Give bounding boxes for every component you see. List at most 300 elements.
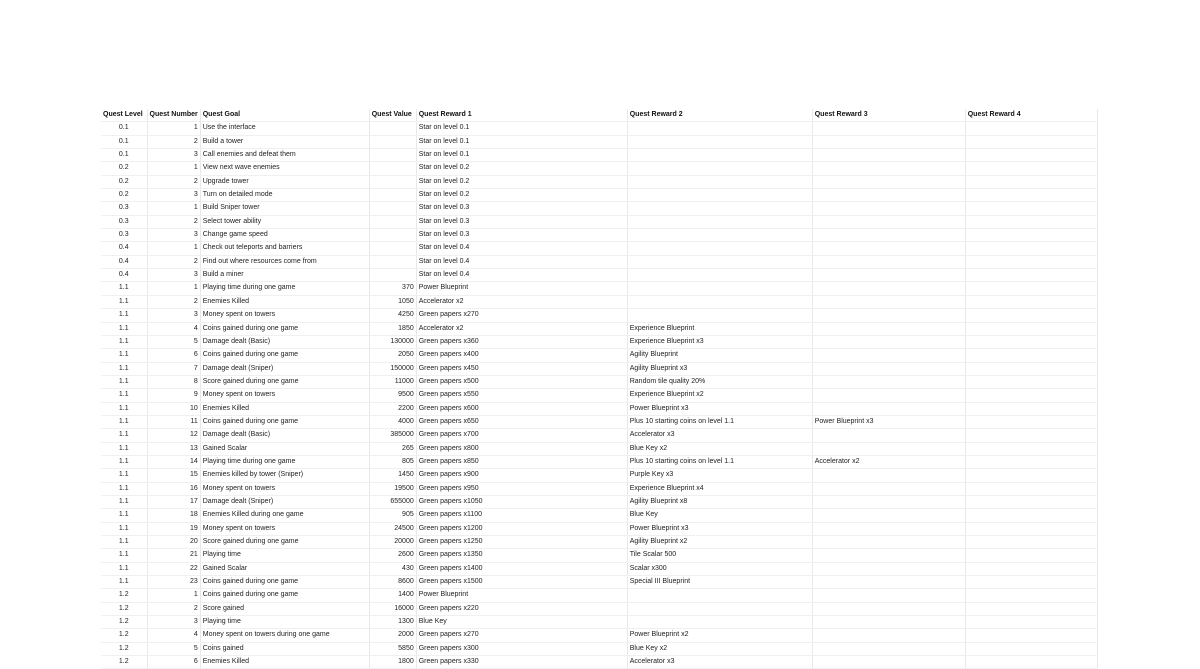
quest-reward-2-cell: [627, 282, 812, 295]
table-row: [101, 349, 1097, 362]
table-row: [101, 616, 1097, 629]
quest-reward-2-cell: Power Blueprint x3: [627, 402, 812, 415]
quest-reward-3-cell: [812, 589, 965, 602]
quest-reward-2-cell: Experience Blueprint: [627, 322, 812, 335]
quest-number-cell: 14: [147, 455, 200, 468]
quest-reward-3-cell: [812, 255, 965, 268]
quest-reward-2-cell: Agility Blueprint x3: [627, 362, 812, 375]
quest-reward-2-cell: [627, 255, 812, 268]
quest-reward-2-cell: Special III Blueprint: [627, 576, 812, 589]
quest-reward-4-cell: [965, 149, 1097, 162]
quest-reward-1-cell: Green papers x700: [416, 429, 627, 442]
quest-reward-3-cell: [812, 269, 965, 282]
quest-reward-4-cell: [965, 309, 1097, 322]
quest-number-cell: 2: [147, 175, 200, 188]
quest-number-cell: 3: [147, 229, 200, 242]
header-quest-level: Quest Level: [101, 109, 147, 122]
quest-reward-1-cell: Green papers x400: [416, 349, 627, 362]
quest-value-cell: 1850: [369, 322, 416, 335]
quest-reward-3-cell: [812, 135, 965, 148]
quest-level-cell: 1.1: [101, 482, 147, 495]
quest-reward-2-cell: Random tile quality 20%: [627, 375, 812, 388]
quest-reward-2-cell: Plus 10 starting coins on level 1.1: [627, 415, 812, 428]
quest-value-cell: [369, 162, 416, 175]
table-row: [101, 482, 1097, 495]
quest-goal-cell: Gained Scalar: [200, 562, 369, 575]
table-row: [101, 269, 1097, 282]
quest-goal-cell: Call enemies and defeat them: [200, 149, 369, 162]
quest-reward-1-cell: Star on level 0.4: [416, 255, 627, 268]
table-row: [101, 629, 1097, 642]
quest-reward-2-cell: Power Blueprint x3: [627, 522, 812, 535]
quest-goal-cell: Coins gained during one game: [200, 589, 369, 602]
quest-reward-3-cell: [812, 509, 965, 522]
quest-value-cell: 265: [369, 442, 416, 455]
quest-reward-1-cell: Star on level 0.4: [416, 269, 627, 282]
quest-goal-cell: Build Sniper tower: [200, 202, 369, 215]
table-row: [101, 389, 1097, 402]
quest-reward-1-cell: Green papers x1500: [416, 576, 627, 589]
quest-reward-4-cell: [965, 335, 1097, 348]
quest-goal-cell: Money spent on towers: [200, 389, 369, 402]
quest-number-cell: 12: [147, 429, 200, 442]
quest-goal-cell: Coins gained during one game: [200, 415, 369, 428]
table-row: [101, 242, 1097, 255]
quest-reward-1-cell: Green papers x330: [416, 656, 627, 669]
quest-reward-1-cell: Green papers x270: [416, 309, 627, 322]
quest-reward-1-cell: Blue Key: [416, 616, 627, 629]
quest-reward-4-cell: [965, 415, 1097, 428]
quest-level-cell: 0.1: [101, 149, 147, 162]
quest-level-cell: 1.1: [101, 375, 147, 388]
quest-reward-2-cell: [627, 242, 812, 255]
quest-reward-1-cell: Accelerator x2: [416, 322, 627, 335]
table-row: [101, 309, 1097, 322]
quest-goal-cell: Damage dealt (Basic): [200, 335, 369, 348]
quest-reward-1-cell: Star on level 0.3: [416, 229, 627, 242]
table-row: [101, 522, 1097, 535]
quest-number-cell: 11: [147, 415, 200, 428]
quest-goal-cell: Coins gained during one game: [200, 349, 369, 362]
quest-reward-4-cell: [965, 482, 1097, 495]
quest-goal-cell: Playing time during one game: [200, 282, 369, 295]
quest-reward-3-cell: [812, 322, 965, 335]
quest-number-cell: 3: [147, 149, 200, 162]
header-quest-value: Quest Value: [369, 109, 416, 122]
table-row: [101, 255, 1097, 268]
quest-reward-4-cell: [965, 349, 1097, 362]
quest-value-cell: 1450: [369, 469, 416, 482]
quest-reward-1-cell: Green papers x1400: [416, 562, 627, 575]
quest-value-cell: 1400: [369, 589, 416, 602]
quest-reward-4-cell: [965, 215, 1097, 228]
table-row: [101, 455, 1097, 468]
quest-reward-4-cell: [965, 229, 1097, 242]
quest-level-cell: 1.1: [101, 576, 147, 589]
quest-level-cell: 1.1: [101, 562, 147, 575]
quest-reward-3-cell: [812, 175, 965, 188]
quest-reward-4-cell: [965, 576, 1097, 589]
quest-value-cell: 16000: [369, 602, 416, 615]
table-row: [101, 282, 1097, 295]
quest-reward-2-cell: Tile Scalar 500: [627, 549, 812, 562]
table-row: [101, 415, 1097, 428]
table-row: [101, 149, 1097, 162]
quest-reward-1-cell: Green papers x300: [416, 642, 627, 655]
quest-number-cell: 7: [147, 362, 200, 375]
quest-number-cell: 3: [147, 269, 200, 282]
quest-reward-2-cell: [627, 202, 812, 215]
quest-goal-cell: Gained Scalar: [200, 442, 369, 455]
quest-level-cell: 1.1: [101, 295, 147, 308]
quest-reward-3-cell: [812, 162, 965, 175]
quest-level-cell: 1.2: [101, 616, 147, 629]
table-row: [101, 602, 1097, 615]
quest-spreadsheet: [101, 109, 1098, 669]
quest-reward-2-cell: Accelerator x3: [627, 429, 812, 442]
quest-level-cell: 1.1: [101, 495, 147, 508]
table-row: [101, 375, 1097, 388]
table-row: [101, 495, 1097, 508]
quest-value-cell: 2600: [369, 549, 416, 562]
quest-reward-2-cell: [627, 215, 812, 228]
quest-reward-1-cell: Star on level 0.1: [416, 122, 627, 135]
table-row: [101, 536, 1097, 549]
quest-goal-cell: Money spent on towers: [200, 522, 369, 535]
quest-level-cell: 0.2: [101, 189, 147, 202]
quest-reward-3-cell: [812, 536, 965, 549]
quest-reward-3-cell: [812, 149, 965, 162]
quest-level-cell: 1.1: [101, 442, 147, 455]
quest-goal-cell: Damage dealt (Sniper): [200, 362, 369, 375]
quest-value-cell: 905: [369, 509, 416, 522]
quest-reward-2-cell: Agility Blueprint x2: [627, 536, 812, 549]
quest-goal-cell: Turn on detailed mode: [200, 189, 369, 202]
quest-value-cell: 1800: [369, 656, 416, 669]
quest-value-cell: 805: [369, 455, 416, 468]
quest-value-cell: 9500: [369, 389, 416, 402]
quest-reward-3-cell: [812, 642, 965, 655]
table-row: [101, 122, 1097, 135]
quest-reward-3-cell: [812, 442, 965, 455]
quest-reward-2-cell: Power Blueprint x2: [627, 629, 812, 642]
table-row: [101, 322, 1097, 335]
quest-reward-4-cell: [965, 362, 1097, 375]
quest-number-cell: 8: [147, 375, 200, 388]
quest-reward-4-cell: [965, 602, 1097, 615]
quest-number-cell: 16: [147, 482, 200, 495]
quest-level-cell: 1.1: [101, 429, 147, 442]
quest-reward-4-cell: [965, 629, 1097, 642]
quest-value-cell: 385000: [369, 429, 416, 442]
quest-number-cell: 1: [147, 122, 200, 135]
quest-level-cell: 1.1: [101, 469, 147, 482]
quest-reward-1-cell: Star on level 0.2: [416, 162, 627, 175]
quest-reward-3-cell: [812, 429, 965, 442]
quest-number-cell: 21: [147, 549, 200, 562]
quest-number-cell: 2: [147, 602, 200, 615]
quest-reward-3-cell: [812, 202, 965, 215]
quest-value-cell: [369, 175, 416, 188]
table-row: [101, 295, 1097, 308]
quest-reward-4-cell: [965, 295, 1097, 308]
quest-reward-4-cell: [965, 642, 1097, 655]
table-row: [101, 509, 1097, 522]
quest-reward-3-cell: [812, 189, 965, 202]
table-row: [101, 429, 1097, 442]
quest-number-cell: 1: [147, 589, 200, 602]
quest-reward-2-cell: [627, 122, 812, 135]
quest-reward-1-cell: Green papers x450: [416, 362, 627, 375]
quest-number-cell: 2: [147, 135, 200, 148]
quest-value-cell: 4000: [369, 415, 416, 428]
quest-level-cell: 0.3: [101, 229, 147, 242]
quest-goal-cell: Money spent on towers during one game: [200, 629, 369, 642]
quest-reward-2-cell: Experience Blueprint x2: [627, 389, 812, 402]
quest-goal-cell: Find out where resources come from: [200, 255, 369, 268]
quest-level-cell: 1.1: [101, 522, 147, 535]
table-row: [101, 576, 1097, 589]
quest-reward-2-cell: Blue Key: [627, 509, 812, 522]
table-row: [101, 362, 1097, 375]
quest-level-cell: 1.1: [101, 509, 147, 522]
quest-goal-cell: Damage dealt (Sniper): [200, 495, 369, 508]
quest-reward-3-cell: [812, 295, 965, 308]
quest-reward-4-cell: [965, 522, 1097, 535]
quest-goal-cell: Enemies Killed during one game: [200, 509, 369, 522]
quest-reward-2-cell: Experience Blueprint x3: [627, 335, 812, 348]
quest-reward-4-cell: [965, 469, 1097, 482]
quest-number-cell: 2: [147, 255, 200, 268]
quest-reward-3-cell: [812, 362, 965, 375]
quest-reward-1-cell: Green papers x800: [416, 442, 627, 455]
quest-level-cell: 1.1: [101, 536, 147, 549]
quest-reward-4-cell: [965, 495, 1097, 508]
quest-level-cell: 0.3: [101, 202, 147, 215]
table-row: [101, 469, 1097, 482]
quest-reward-4-cell: [965, 269, 1097, 282]
quest-reward-4-cell: [965, 282, 1097, 295]
quest-reward-1-cell: Green papers x1350: [416, 549, 627, 562]
table-row: [101, 589, 1097, 602]
quest-reward-4-cell: [965, 549, 1097, 562]
quest-number-cell: 13: [147, 442, 200, 455]
quest-goal-cell: Coins gained during one game: [200, 576, 369, 589]
quest-value-cell: [369, 215, 416, 228]
quest-number-cell: 5: [147, 335, 200, 348]
quest-number-cell: 5: [147, 642, 200, 655]
quest-reward-3-cell: [812, 469, 965, 482]
quest-reward-1-cell: Star on level 0.1: [416, 135, 627, 148]
quest-reward-4-cell: [965, 242, 1097, 255]
quest-reward-2-cell: [627, 189, 812, 202]
quest-goal-cell: Damage dealt (Basic): [200, 429, 369, 442]
quest-number-cell: 19: [147, 522, 200, 535]
quest-value-cell: 150000: [369, 362, 416, 375]
quest-level-cell: 1.1: [101, 282, 147, 295]
quest-value-cell: 20000: [369, 536, 416, 549]
quest-value-cell: [369, 255, 416, 268]
quest-value-cell: 430: [369, 562, 416, 575]
quest-reward-4-cell: [965, 616, 1097, 629]
quest-reward-1-cell: Green papers x1050: [416, 495, 627, 508]
quest-reward-2-cell: Purple Key x3: [627, 469, 812, 482]
quest-reward-1-cell: Green papers x600: [416, 402, 627, 415]
quest-reward-1-cell: Green papers x270: [416, 629, 627, 642]
table-row: [101, 229, 1097, 242]
quest-number-cell: 2: [147, 215, 200, 228]
quest-reward-4-cell: [965, 656, 1097, 669]
quest-goal-cell: Score gained during one game: [200, 536, 369, 549]
quest-goal-cell: Select tower ability: [200, 215, 369, 228]
quest-value-cell: [369, 149, 416, 162]
quest-reward-1-cell: Green papers x550: [416, 389, 627, 402]
quest-level-cell: 0.2: [101, 175, 147, 188]
quest-reward-4-cell: [965, 202, 1097, 215]
quest-reward-3-cell: [812, 495, 965, 508]
quest-reward-3-cell: [812, 375, 965, 388]
quest-number-cell: 3: [147, 616, 200, 629]
quest-value-cell: [369, 229, 416, 242]
quest-goal-cell: Enemies Killed: [200, 295, 369, 308]
quest-number-cell: 2: [147, 295, 200, 308]
quest-reward-4-cell: [965, 135, 1097, 148]
quest-reward-1-cell: Green papers x950: [416, 482, 627, 495]
quest-reward-2-cell: [627, 149, 812, 162]
quest-number-cell: 22: [147, 562, 200, 575]
quest-number-cell: 1: [147, 202, 200, 215]
quest-reward-2-cell: [627, 616, 812, 629]
quest-number-cell: 1: [147, 282, 200, 295]
quest-reward-1-cell: Power Blueprint: [416, 282, 627, 295]
quest-number-cell: 3: [147, 189, 200, 202]
quest-reward-1-cell: Star on level 0.3: [416, 215, 627, 228]
quest-goal-cell: Score gained during one game: [200, 375, 369, 388]
quest-reward-2-cell: Accelerator x3: [627, 656, 812, 669]
quest-reward-1-cell: Green papers x900: [416, 469, 627, 482]
quest-reward-4-cell: [965, 175, 1097, 188]
quest-reward-1-cell: Green papers x220: [416, 602, 627, 615]
quest-value-cell: [369, 122, 416, 135]
quest-reward-3-cell: [812, 402, 965, 415]
quest-number-cell: 18: [147, 509, 200, 522]
quest-reward-2-cell: [627, 295, 812, 308]
quest-value-cell: 1300: [369, 616, 416, 629]
quest-reward-2-cell: Scalar x300: [627, 562, 812, 575]
quest-goal-cell: Coins gained during one game: [200, 322, 369, 335]
quest-level-cell: 1.1: [101, 549, 147, 562]
quest-value-cell: 2050: [369, 349, 416, 362]
quest-value-cell: 24500: [369, 522, 416, 535]
quest-reward-2-cell: [627, 602, 812, 615]
quest-number-cell: 15: [147, 469, 200, 482]
quest-reward-2-cell: Plus 10 starting coins on level 1.1: [627, 455, 812, 468]
quest-reward-3-cell: [812, 215, 965, 228]
quest-goal-cell: Playing time during one game: [200, 455, 369, 468]
quest-reward-4-cell: [965, 122, 1097, 135]
quest-reward-3-cell: [812, 602, 965, 615]
quest-level-cell: 0.3: [101, 215, 147, 228]
quest-reward-3-cell: [812, 616, 965, 629]
quest-value-cell: 370: [369, 282, 416, 295]
header-quest-goal: Quest Goal: [200, 109, 369, 122]
quest-reward-3-cell: [812, 656, 965, 669]
quest-reward-2-cell: [627, 589, 812, 602]
header-quest-reward-1: Quest Reward 1: [416, 109, 627, 122]
table-row: [101, 656, 1097, 669]
table-row: [101, 215, 1097, 228]
quest-reward-3-cell: [812, 562, 965, 575]
quest-reward-2-cell: [627, 309, 812, 322]
quest-level-cell: 1.2: [101, 629, 147, 642]
quest-goal-cell: Money spent on towers: [200, 482, 369, 495]
quest-number-cell: 4: [147, 629, 200, 642]
quest-reward-3-cell: [812, 482, 965, 495]
quest-reward-3-cell: [812, 349, 965, 362]
quest-reward-1-cell: Green papers x360: [416, 335, 627, 348]
quest-value-cell: [369, 202, 416, 215]
quest-level-cell: 1.1: [101, 455, 147, 468]
quest-level-cell: 1.1: [101, 322, 147, 335]
quest-level-cell: 0.1: [101, 122, 147, 135]
quest-reward-2-cell: Blue Key x2: [627, 642, 812, 655]
quest-level-cell: 1.2: [101, 656, 147, 669]
quest-reward-3-cell: [812, 309, 965, 322]
quest-reward-2-cell: [627, 229, 812, 242]
quest-reward-1-cell: Green papers x850: [416, 455, 627, 468]
quest-reward-4-cell: [965, 322, 1097, 335]
quest-goal-cell: Enemies killed by tower (Sniper): [200, 469, 369, 482]
quest-reward-1-cell: Star on level 0.4: [416, 242, 627, 255]
table-row: [101, 135, 1097, 148]
header-quest-reward-2: Quest Reward 2: [627, 109, 812, 122]
table-row: [101, 549, 1097, 562]
table-row: [101, 642, 1097, 655]
quest-value-cell: 130000: [369, 335, 416, 348]
quest-level-cell: 0.4: [101, 255, 147, 268]
quest-number-cell: 1: [147, 242, 200, 255]
quest-value-cell: [369, 242, 416, 255]
quest-goal-cell: Money spent on towers: [200, 309, 369, 322]
quest-reward-1-cell: Star on level 0.2: [416, 175, 627, 188]
quest-reward-4-cell: [965, 189, 1097, 202]
quest-reward-3-cell: [812, 576, 965, 589]
table-row: [101, 202, 1097, 215]
quest-reward-4-cell: [965, 402, 1097, 415]
quest-value-cell: 655000: [369, 495, 416, 508]
quest-reward-1-cell: Accelerator x2: [416, 295, 627, 308]
quest-reward-2-cell: Blue Key x2: [627, 442, 812, 455]
quest-value-cell: 2000: [369, 629, 416, 642]
quest-reward-3-cell: [812, 282, 965, 295]
quest-reward-4-cell: [965, 389, 1097, 402]
quest-level-cell: 0.1: [101, 135, 147, 148]
quest-value-cell: 1050: [369, 295, 416, 308]
quest-goal-cell: Playing time: [200, 549, 369, 562]
quest-goal-cell: Check out teleports and barriers: [200, 242, 369, 255]
quest-value-cell: 2200: [369, 402, 416, 415]
quest-goal-cell: Use the interface: [200, 122, 369, 135]
quest-value-cell: 11000: [369, 375, 416, 388]
quest-reward-2-cell: Experience Blueprint x4: [627, 482, 812, 495]
quest-level-cell: 1.1: [101, 402, 147, 415]
quest-number-cell: 6: [147, 656, 200, 669]
quest-value-cell: [369, 189, 416, 202]
quest-level-cell: 1.1: [101, 362, 147, 375]
table-row: [101, 162, 1097, 175]
quest-goal-cell: Playing time: [200, 616, 369, 629]
quest-level-cell: 0.4: [101, 269, 147, 282]
